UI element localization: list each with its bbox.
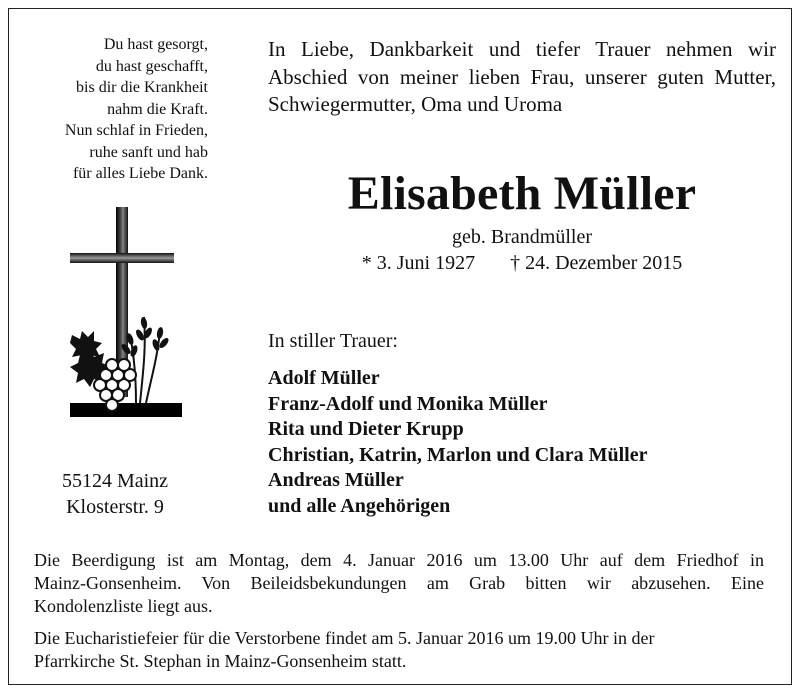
intro-line: In Liebe, Dankbarkeit und tiefer Trauer nehmen wir xyxy=(268,37,776,61)
mourning-label: In stiller Trauer: xyxy=(268,330,398,352)
poem-line: ruhe sanft und hab xyxy=(89,143,208,161)
notice-line: Die Beerdigung ist am Montag, dem 4. Januar 2016 um 13.00 Uhr auf dem Friedhof in xyxy=(34,550,764,570)
birth-name: geb. Brandmüller xyxy=(452,226,592,248)
cross-with-wheat-and-grapes-icon xyxy=(60,205,190,435)
notice-line: Pfarrkirche St. Stephan in Mainz-Gonsenheim statt. xyxy=(34,651,407,671)
poem-line: Nun schlaf in Frieden, xyxy=(64,122,208,139)
intro-text xyxy=(268,36,776,119)
poem-line: bis dir die Krankheit xyxy=(76,79,208,96)
mourners-list xyxy=(268,366,647,520)
address-street: Klosterstr. 9 xyxy=(66,496,164,518)
funeral-notice xyxy=(34,549,764,618)
mourner: Andreas Müller xyxy=(268,469,404,492)
notice-line: Mainz-Gonsenheim. Von Beileidsbekundungen am Grab bitten wir abzusehen. Eine xyxy=(34,573,764,593)
notice-line: Die Eucharistiefeier für die Verstorbene findet am 5. Januar 2016 um 19.00 Uhr in der xyxy=(34,628,655,648)
intro-line: Schwiegermutter, Oma und Uroma xyxy=(268,92,563,116)
birth-date: * 3. Juni 1927 xyxy=(361,252,476,274)
address-city: 55124 Mainz xyxy=(61,470,169,492)
deceased-name: Elisabeth Müller xyxy=(347,167,697,220)
mourner: Rita und Dieter Krupp xyxy=(268,418,464,441)
address xyxy=(20,468,210,520)
poem-line: nahm die Kraft. xyxy=(107,100,208,118)
intro-line: Abschied von meiner lieben Frau, unserer guten Mutter, xyxy=(268,64,776,89)
poem-line: du hast geschafft, xyxy=(95,57,208,75)
notice-line: Kondolenzliste liegt aus. xyxy=(34,596,213,616)
mourner: Christian, Katrin, Marlon und Clara Müller xyxy=(268,443,648,466)
death-date: † 24. Dezember 2015 xyxy=(510,252,683,274)
mourner: Adolf Müller xyxy=(268,367,380,389)
poem-line: für alles Liebe Dank. xyxy=(72,165,208,182)
mourner: Franz-Adolf und Monika Müller xyxy=(268,392,548,415)
poem-line: Du hast gesorgt, xyxy=(103,36,208,53)
mourner: und alle Angehörigen xyxy=(268,494,451,517)
mass-notice xyxy=(34,627,764,673)
life-dates xyxy=(268,252,776,275)
poem xyxy=(20,34,208,185)
